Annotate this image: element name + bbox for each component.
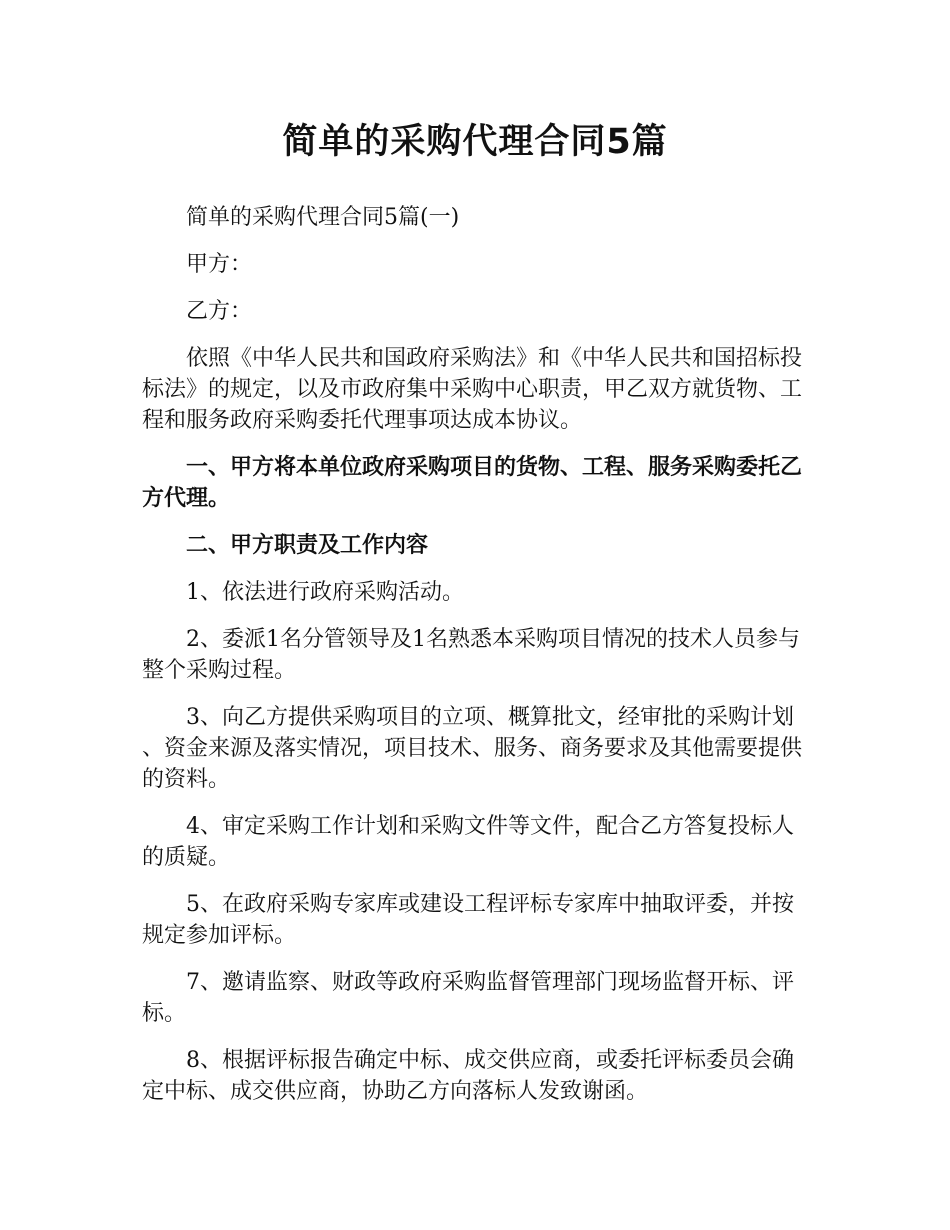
section-heading-2: 二、甲方职责及工作内容 <box>186 533 429 558</box>
paragraph-subtitle: 简单的采购代理合同5篇(一) <box>186 205 460 230</box>
list-item: 8、根据评标报告确定中标、成交供应商，或委托评标委员会确定中标、成交供应商，协助乙方向落标人发致谢函。 <box>142 1048 794 1104</box>
document-body <box>142 202 810 1123</box>
list-item: 2、委派1名分管领导及1名熟悉本采购项目情况的技术人员参与整个采购过程。 <box>142 627 800 683</box>
paragraph-party-b: 乙方： <box>186 299 253 324</box>
list-item: 7、邀请监察、财政等政府采购监督管理部门现场监督开标、评标。 <box>142 970 794 1026</box>
paragraph-party-a: 甲方： <box>186 252 253 277</box>
document-title: 简单的采购代理合同5篇 <box>282 122 668 162</box>
list-item: 4、审定采购工作计划和采购文件等文件，配合乙方答复投标人的质疑。 <box>142 814 794 870</box>
list-item: 5、在政府采购专家库或建设工程评标专家库中抽取评委，并按规定参加评标。 <box>142 892 794 948</box>
list-item: 1、依法进行政府采购活动。 <box>186 580 464 605</box>
paragraph-preamble: 依照《中华人民共和国政府采购法》和《中华人民共和国招标投标法》的规定，以及市政府集中采购中心职责，甲乙双方就货物、工程和服务政府采购委托代理事项达成本协议。 <box>142 346 803 433</box>
list-item: 3、向乙方提供采购项目的立项、概算批文，经审批的采购计划、资金来源及落实情况，项目技术、服务、商务要求及其他需要提供的资料。 <box>142 705 803 792</box>
section-heading-1: 一、甲方将本单位政府采购项目的货物、工程、服务采购委托乙方代理。 <box>142 455 803 511</box>
